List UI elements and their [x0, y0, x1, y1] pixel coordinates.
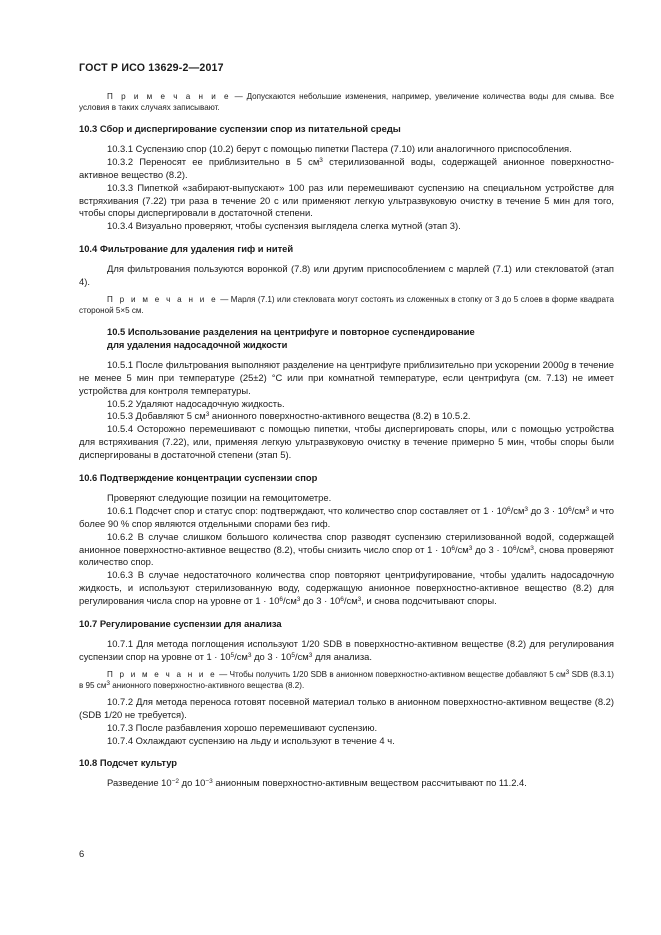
paragraph: 10.6.2 В случае слишком большого количества спор разводят суспензию стерилизованной водой, содержащей анионное поверхностно-активное вещество (8.2), чтобы снизить число спор от $1 \cdot 10^6/см^3$ до $3 \cdot 10^6/см^3$, снова проверяют количество спор. — [79, 530, 614, 568]
paragraph: 10.7.3 После разбавления хорошо перемешивают суспензию. — [107, 721, 378, 733]
paragraph: 10.7.4 Охлаждают суспензию на льду и используют в течение 4 ч. — [107, 734, 395, 746]
paragraph: 10.6.1 Подсчет спор и статус спор: подтверждают, что количество спор составляет от $1 \cdot 10^6/см^3$ до $3 \cdot 10^6/см^3$ и что более 90 % спор являются отдельными спорами без гиф. — [79, 504, 615, 529]
document-body — [79, 91, 614, 790]
section-heading: 10.8 Подсчет культур — [79, 757, 178, 769]
note-paragraph — [79, 91, 614, 113]
section-heading: 10.4 Фильтрование для удаления гиф и нитей — [79, 243, 294, 255]
note-label: П р и м е ч а н и е — [107, 92, 231, 101]
paragraph: 10.5.3 Добавляют 5 $см^3$ анионного поверхностно-активного вещества (8.2) в 10.5.2. — [107, 410, 471, 422]
section-heading — [79, 326, 614, 352]
heading-line: 10.5 Использование разделения на центрифуге и повторное суспендирование — [107, 325, 475, 337]
note-paragraph: П р и м е ч а н и е — Чтобы получить 1/20 SDB в анионном поверхностно-активном веществе добавляют 5 $см^3$ SDB (8.3.1) в 95 $см^3$ анионного поверхностно-активного вещества (8.2). — [79, 668, 614, 690]
note-label: П р и м е ч а н и е — [107, 669, 217, 679]
paragraph: 10.5.2 Удаляют надосадочную жидкость. — [107, 397, 285, 409]
paragraph: 10.3.1 Суспензию спор (10.2) берут с помощью пипетки Пастера (7.10) или аналогичного приспособления. — [107, 142, 572, 154]
document-header: ГОСТ Р ИСО 13629-2—2017 — [79, 62, 224, 74]
page-number: 6 — [79, 848, 85, 859]
paragraph: 10.5.1 После фильтрования выполняют разделение на центрифуге приблизительно при ускорении 2000g в течение не менее 5 мин при температуре (25±2) °С или при комнатной температуре, если центрифуга (см. 7.13) не имеет устройства для контроля температуры. — [79, 358, 614, 396]
paragraph: Разведение $10^{-2}$ до $10^{-3}$ анионным поверхностно-активным веществом рассчитывают по 11.2.4. — [107, 777, 527, 789]
section-heading: 10.7 Регулирование суспензии для анализа — [79, 618, 282, 630]
note-label: П р и м е ч а н и е — [107, 294, 218, 304]
paragraph: Проверяют следующие позиции на гемоцитометре. — [107, 491, 332, 503]
note-paragraph — [79, 294, 614, 316]
paragraph: 10.5.4 Осторожно перемешивают с помощью пипетки, чтобы диспергировать споры, или с помощью устройства для встряхивания (7.22), или, применяя легкую ультразвуковую очистку в течение примерно 5 мин, чтобы споры были диспергированы в достаточной степени (этап 5). — [79, 423, 614, 461]
paragraph: 10.7.1 Для метода поглощения используют 1/20 SDB в поверхностно-активном веществе (8.2) для регулирования суспензии спор на уровне от $1 \cdot 10^5/см^3$ до $3 \cdot 10^5/см^3$ для анализа. — [79, 638, 614, 662]
section-heading: 10.3 Сбор и диспергирование суспензии спор из питательной среды — [79, 123, 401, 134]
paragraph: 10.3.4 Визуально проверяют, чтобы суспензия выглядела слегка мутной (этап 3). — [107, 220, 461, 232]
heading-line: для удаления надосадочной жидкости — [107, 338, 288, 350]
paragraph: 10.7.2 Для метода переноса готовят посевной материал только в анионном поверхностно-активном веществе (8.2) (SDB 1/20 не требуется). — [79, 695, 614, 720]
note-text: — Допускаются небольшие изменения, например, увеличение количества воды для смыва. Все условия в таких случаях записывают. — [79, 92, 614, 112]
paragraph: 10.6.3 В случае недостаточного количества спор повторяют центрифугирование, чтобы удалить надосадочную жидкость, и используют стерилизованную воду, содержащую анионное поверхностно-активное вещество (8.2) для регулирования числа спор на уровне от $1 \cdot 10^6/см^3$ до $3 \cdot 10^6/см^3$, и снова подсчитывают споры. — [79, 569, 614, 607]
paragraph: Для фильтрования пользуются воронкой (7.8) или другим приспособлением с марлей (7.1) или стекловатой (этап 4). — [79, 263, 614, 288]
paragraph: 10.3.3 Пипеткой «забирают-выпускают» 100 раз или перемешивают суспензию на специальном устройстве для встряхивания (7.22) три раза в течение 20 с или применяют легкую ультразвуковую очистку в течение 5 мин для того, чтобы споры диспергировали в достаточной степени. — [79, 181, 614, 219]
section-heading: 10.6 Подтверждение концентрации суспензии спор — [79, 472, 318, 484]
paragraph: 10.3.2 Переносят ее приблизительно в 5 $см^3$ стерилизованной воды, содержащей анионное поверхностно-активное вещество (8.2). — [79, 155, 614, 180]
note-text: — Марля (7.1) или стекловата могут состоять из сложенных в стопку от 3 до 5 слоев в форме квадрата стороной 5×5 см. — [79, 294, 614, 315]
